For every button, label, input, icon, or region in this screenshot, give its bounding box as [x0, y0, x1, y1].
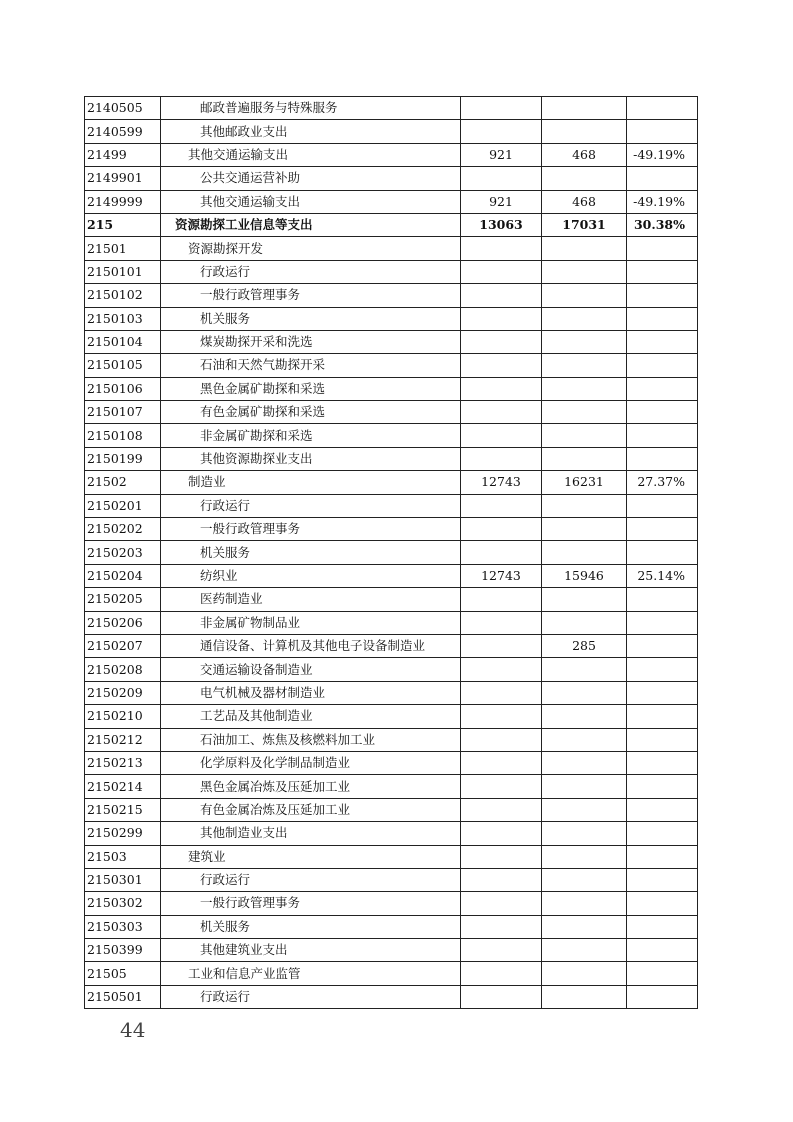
prev-year-cell	[461, 822, 542, 845]
code-cell: 2149901	[85, 167, 161, 190]
current-year-cell	[542, 868, 627, 891]
table-row	[85, 330, 698, 353]
current-year-cell	[542, 705, 627, 728]
code-cell: 2150303	[85, 915, 161, 938]
current-year-cell: 16231	[542, 471, 627, 494]
code-cell: 2150199	[85, 447, 161, 470]
change-rate-cell	[627, 167, 698, 190]
code-cell: 2150204	[85, 564, 161, 587]
table-row	[85, 939, 698, 962]
current-year-cell	[542, 798, 627, 821]
current-year-cell	[542, 751, 627, 774]
current-year-cell	[542, 822, 627, 845]
item-name-cell: 一般行政管理事务	[161, 892, 461, 915]
prev-year-cell: 13063	[461, 213, 542, 236]
page-number: 44	[120, 1018, 146, 1042]
prev-year-cell	[461, 681, 542, 704]
code-cell: 21505	[85, 962, 161, 985]
prev-year-cell	[461, 845, 542, 868]
table-row	[85, 401, 698, 424]
code-cell: 2150302	[85, 892, 161, 915]
table-row	[85, 237, 698, 260]
change-rate-cell: 30.38%	[627, 213, 698, 236]
change-rate-cell	[627, 307, 698, 330]
current-year-cell	[542, 167, 627, 190]
change-rate-cell	[627, 354, 698, 377]
item-name-cell: 其他交通运输支出	[161, 190, 461, 213]
code-cell: 21499	[85, 143, 161, 166]
item-name-cell: 其他建筑业支出	[161, 939, 461, 962]
item-name-cell: 非金属矿物制品业	[161, 611, 461, 634]
code-cell: 2150201	[85, 494, 161, 517]
item-name-cell: 行政运行	[161, 985, 461, 1008]
change-rate-cell	[627, 728, 698, 751]
change-rate-cell	[627, 915, 698, 938]
item-name-cell: 机关服务	[161, 915, 461, 938]
item-name-cell: 其他交通运输支出	[161, 143, 461, 166]
code-cell: 2150104	[85, 330, 161, 353]
current-year-cell	[542, 424, 627, 447]
prev-year-cell	[461, 541, 542, 564]
prev-year-cell	[461, 330, 542, 353]
current-year-cell	[542, 284, 627, 307]
change-rate-cell	[627, 985, 698, 1008]
table-row	[85, 915, 698, 938]
current-year-cell	[542, 377, 627, 400]
current-year-cell	[542, 518, 627, 541]
item-name-cell: 制造业	[161, 471, 461, 494]
prev-year-cell	[461, 120, 542, 143]
change-rate-cell	[627, 494, 698, 517]
current-year-cell	[542, 775, 627, 798]
item-name-cell: 资源勘探开发	[161, 237, 461, 260]
change-rate-cell: -49.19%	[627, 143, 698, 166]
item-name-cell: 化学原料及化学制品制造业	[161, 751, 461, 774]
code-cell: 2140505	[85, 97, 161, 120]
item-name-cell: 煤炭勘探开采和洗选	[161, 330, 461, 353]
table-row	[85, 213, 698, 236]
table-row	[85, 751, 698, 774]
table-row	[85, 284, 698, 307]
prev-year-cell: 921	[461, 143, 542, 166]
current-year-cell	[542, 939, 627, 962]
change-rate-cell	[627, 892, 698, 915]
prev-year-cell	[461, 494, 542, 517]
item-name-cell: 其他邮政业支出	[161, 120, 461, 143]
change-rate-cell	[627, 260, 698, 283]
item-name-cell: 其他制造业支出	[161, 822, 461, 845]
item-name-cell: 黑色金属矿勘探和采选	[161, 377, 461, 400]
item-name-cell: 通信设备、计算机及其他电子设备制造业	[161, 634, 461, 657]
code-cell: 2150102	[85, 284, 161, 307]
change-rate-cell	[627, 611, 698, 634]
item-name-cell: 行政运行	[161, 868, 461, 891]
code-cell: 2150206	[85, 611, 161, 634]
item-name-cell: 有色金属矿勘探和采选	[161, 401, 461, 424]
prev-year-cell	[461, 634, 542, 657]
current-year-cell	[542, 401, 627, 424]
table-row	[85, 377, 698, 400]
table-row	[85, 845, 698, 868]
table-row	[85, 798, 698, 821]
prev-year-cell	[461, 775, 542, 798]
change-rate-cell	[627, 97, 698, 120]
prev-year-cell: 12743	[461, 471, 542, 494]
change-rate-cell	[627, 751, 698, 774]
code-cell: 2150212	[85, 728, 161, 751]
current-year-cell	[542, 845, 627, 868]
code-cell: 2150210	[85, 705, 161, 728]
change-rate-cell	[627, 377, 698, 400]
code-cell: 2150399	[85, 939, 161, 962]
code-cell: 2150203	[85, 541, 161, 564]
item-name-cell: 非金属矿勘探和采选	[161, 424, 461, 447]
current-year-cell	[542, 962, 627, 985]
code-cell: 2150107	[85, 401, 161, 424]
item-name-cell: 黑色金属冶炼及压延加工业	[161, 775, 461, 798]
prev-year-cell	[461, 167, 542, 190]
current-year-cell	[542, 447, 627, 470]
change-rate-cell	[627, 939, 698, 962]
item-name-cell: 行政运行	[161, 260, 461, 283]
item-name-cell: 建筑业	[161, 845, 461, 868]
table-row	[85, 447, 698, 470]
current-year-cell	[542, 541, 627, 564]
item-name-cell: 机关服务	[161, 307, 461, 330]
table-row	[85, 868, 698, 891]
change-rate-cell	[627, 447, 698, 470]
prev-year-cell	[461, 237, 542, 260]
prev-year-cell	[461, 939, 542, 962]
table-row	[85, 143, 698, 166]
prev-year-cell	[461, 728, 542, 751]
prev-year-cell	[461, 658, 542, 681]
current-year-cell	[542, 681, 627, 704]
change-rate-cell: 27.37%	[627, 471, 698, 494]
prev-year-cell	[461, 588, 542, 611]
current-year-cell	[542, 985, 627, 1008]
code-cell: 2150299	[85, 822, 161, 845]
current-year-cell: 15946	[542, 564, 627, 587]
prev-year-cell	[461, 260, 542, 283]
table-row	[85, 705, 698, 728]
current-year-cell	[542, 97, 627, 120]
table-row	[85, 97, 698, 120]
table-row	[85, 471, 698, 494]
change-rate-cell	[627, 284, 698, 307]
code-cell: 2150215	[85, 798, 161, 821]
current-year-cell	[542, 260, 627, 283]
current-year-cell: 468	[542, 190, 627, 213]
change-rate-cell	[627, 401, 698, 424]
table-row	[85, 307, 698, 330]
code-cell: 2140599	[85, 120, 161, 143]
change-rate-cell	[627, 822, 698, 845]
change-rate-cell	[627, 120, 698, 143]
item-name-cell: 机关服务	[161, 541, 461, 564]
table-row	[85, 424, 698, 447]
item-name-cell: 其他资源勘探业支出	[161, 447, 461, 470]
code-cell: 2150103	[85, 307, 161, 330]
prev-year-cell	[461, 705, 542, 728]
table-row	[85, 775, 698, 798]
code-cell: 2150202	[85, 518, 161, 541]
current-year-cell	[542, 588, 627, 611]
table-row	[85, 634, 698, 657]
item-name-cell: 工业和信息产业监管	[161, 962, 461, 985]
prev-year-cell	[461, 377, 542, 400]
prev-year-cell	[461, 915, 542, 938]
table-row	[85, 892, 698, 915]
table-row	[85, 681, 698, 704]
code-cell: 2150207	[85, 634, 161, 657]
table-row	[85, 658, 698, 681]
current-year-cell	[542, 658, 627, 681]
code-cell: 2150213	[85, 751, 161, 774]
item-name-cell: 工艺品及其他制造业	[161, 705, 461, 728]
prev-year-cell	[461, 307, 542, 330]
change-rate-cell	[627, 330, 698, 353]
current-year-cell	[542, 237, 627, 260]
code-cell: 21501	[85, 237, 161, 260]
change-rate-cell: 25.14%	[627, 564, 698, 587]
table-row	[85, 985, 698, 1008]
item-name-cell: 医药制造业	[161, 588, 461, 611]
current-year-cell	[542, 330, 627, 353]
code-cell: 2149999	[85, 190, 161, 213]
prev-year-cell	[461, 284, 542, 307]
change-rate-cell	[627, 658, 698, 681]
item-name-cell: 邮政普遍服务与特殊服务	[161, 97, 461, 120]
prev-year-cell	[461, 892, 542, 915]
change-rate-cell	[627, 634, 698, 657]
change-rate-cell	[627, 541, 698, 564]
code-cell: 215	[85, 213, 161, 236]
table-row	[85, 611, 698, 634]
item-name-cell: 石油和天然气勘探开采	[161, 354, 461, 377]
budget-table-body	[85, 97, 698, 1009]
change-rate-cell	[627, 588, 698, 611]
code-cell: 2150301	[85, 868, 161, 891]
current-year-cell	[542, 915, 627, 938]
code-cell: 2150208	[85, 658, 161, 681]
prev-year-cell	[461, 962, 542, 985]
prev-year-cell	[461, 447, 542, 470]
current-year-cell	[542, 354, 627, 377]
table-row	[85, 260, 698, 283]
table-row	[85, 120, 698, 143]
current-year-cell: 468	[542, 143, 627, 166]
prev-year-cell: 921	[461, 190, 542, 213]
prev-year-cell	[461, 424, 542, 447]
code-cell: 2150209	[85, 681, 161, 704]
table-row	[85, 588, 698, 611]
item-name-cell: 有色金属冶炼及压延加工业	[161, 798, 461, 821]
change-rate-cell	[627, 798, 698, 821]
item-name-cell: 石油加工、炼焦及核燃料加工业	[161, 728, 461, 751]
prev-year-cell	[461, 798, 542, 821]
change-rate-cell: -49.19%	[627, 190, 698, 213]
table-row	[85, 962, 698, 985]
table-row	[85, 494, 698, 517]
code-cell: 2150105	[85, 354, 161, 377]
item-name-cell: 行政运行	[161, 494, 461, 517]
item-name-cell: 公共交通运营补助	[161, 167, 461, 190]
change-rate-cell	[627, 237, 698, 260]
current-year-cell: 17031	[542, 213, 627, 236]
change-rate-cell	[627, 845, 698, 868]
code-cell: 2150205	[85, 588, 161, 611]
item-name-cell: 一般行政管理事务	[161, 518, 461, 541]
code-cell: 2150101	[85, 260, 161, 283]
table-row	[85, 518, 698, 541]
table-row	[85, 190, 698, 213]
code-cell: 2150106	[85, 377, 161, 400]
code-cell: 2150214	[85, 775, 161, 798]
change-rate-cell	[627, 681, 698, 704]
table-row	[85, 541, 698, 564]
table-row	[85, 167, 698, 190]
item-name-cell: 纺织业	[161, 564, 461, 587]
item-name-cell: 电气机械及器材制造业	[161, 681, 461, 704]
table-row	[85, 564, 698, 587]
change-rate-cell	[627, 775, 698, 798]
prev-year-cell	[461, 985, 542, 1008]
table-row	[85, 354, 698, 377]
prev-year-cell	[461, 354, 542, 377]
current-year-cell	[542, 494, 627, 517]
code-cell: 2150108	[85, 424, 161, 447]
prev-year-cell	[461, 868, 542, 891]
current-year-cell	[542, 611, 627, 634]
prev-year-cell	[461, 401, 542, 424]
prev-year-cell	[461, 751, 542, 774]
prev-year-cell	[461, 518, 542, 541]
code-cell: 2150501	[85, 985, 161, 1008]
current-year-cell	[542, 728, 627, 751]
item-name-cell: 资源勘探工业信息等支出	[161, 213, 461, 236]
current-year-cell: 285	[542, 634, 627, 657]
current-year-cell	[542, 120, 627, 143]
current-year-cell	[542, 892, 627, 915]
prev-year-cell	[461, 97, 542, 120]
change-rate-cell	[627, 518, 698, 541]
prev-year-cell: 12743	[461, 564, 542, 587]
code-cell: 21503	[85, 845, 161, 868]
change-rate-cell	[627, 868, 698, 891]
item-name-cell: 交通运输设备制造业	[161, 658, 461, 681]
budget-table	[84, 96, 698, 1009]
table-row	[85, 728, 698, 751]
item-name-cell: 一般行政管理事务	[161, 284, 461, 307]
prev-year-cell	[461, 611, 542, 634]
table-row	[85, 822, 698, 845]
code-cell: 21502	[85, 471, 161, 494]
change-rate-cell	[627, 705, 698, 728]
change-rate-cell	[627, 424, 698, 447]
change-rate-cell	[627, 962, 698, 985]
current-year-cell	[542, 307, 627, 330]
